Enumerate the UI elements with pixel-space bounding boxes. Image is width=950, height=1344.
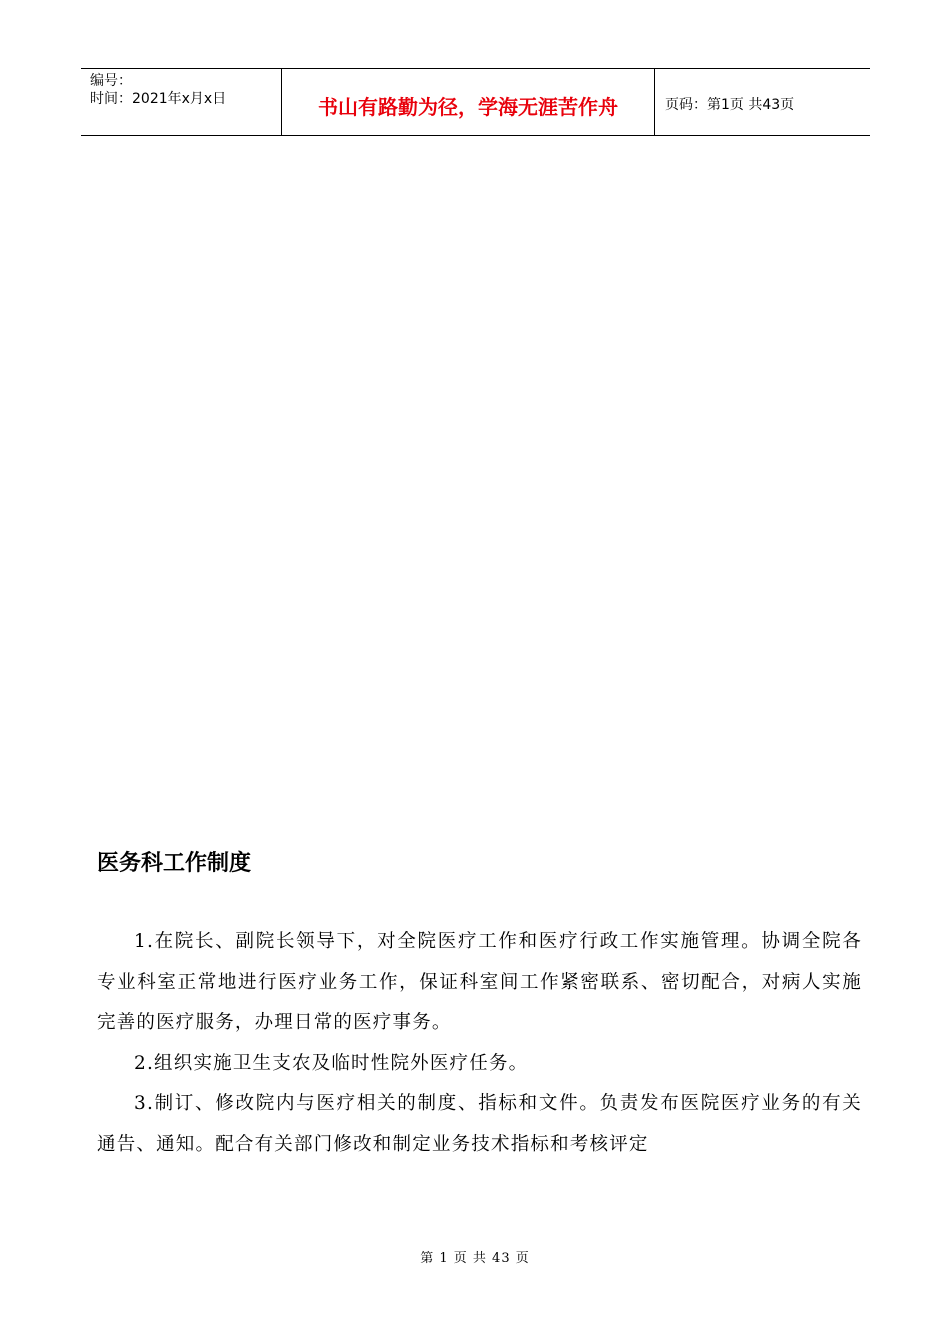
document-body [97,922,862,1165]
document-date: 时间：2021年x月x日 [90,91,227,107]
header-page-info: 页码：第1页 共43页 [665,97,795,113]
header-motto: 书山有路勤为径，学海无涯苦作舟 [282,69,655,135]
document-number-label: 编号： [90,73,132,89]
page-footer: 第 1 页 共 43 页 [420,1251,530,1266]
page-header [81,68,870,136]
paragraph: 3.制订、修改院内与医疗相关的制度、指标和文件。负责发布医院医疗业务的有关通告、通知。配合有关部门修改和制定业务技术指标和考核评定 [97,1093,862,1155]
header-info-cell [81,69,282,135]
paragraph: 1.在院长、副院长领导下，对全院医疗工作和医疗行政工作实施管理。协调全院各专业科室正常地进行医疗业务工作，保证科室间工作紧密联系、密切配合，对病人实施完善的医疗服务，办理日常的医疗事务。 [97,931,862,1033]
paragraph: 2.组织实施卫生支农及临时性院外医疗任务。 [134,1052,529,1074]
document-title: 医务科工作制度 [97,850,252,876]
